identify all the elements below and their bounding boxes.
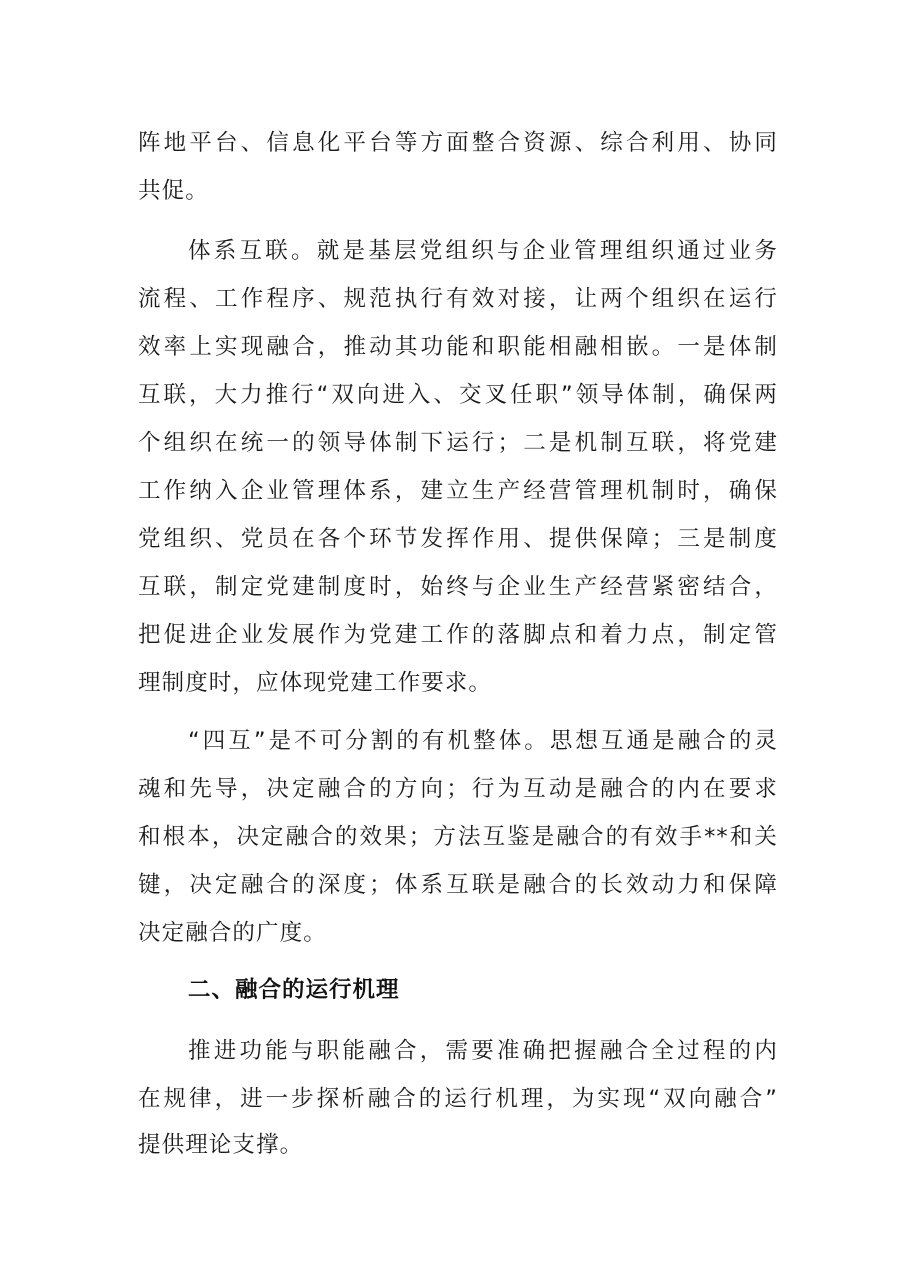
text-line: 理制度时，应体现党建工作要求。 — [138, 670, 493, 696]
text-line: 在规律，进一步探析融合的运行机理，为实现“双向融合” — [138, 1086, 778, 1112]
text-line: 互联，制定党建制度时，始终与企业生产经营紧密结合， — [138, 574, 778, 600]
text-line: 魂和先导，决定融合的方向；行为互动是融合的内在要求 — [138, 776, 778, 802]
text-line: 共促。 — [138, 178, 209, 204]
text-line: 体系互联。就是基层党组织与企业管理组织通过业务 — [188, 238, 778, 264]
text-line: 互联，大力推行“双向进入、交叉任职”领导体制，确保两 — [138, 382, 778, 408]
text-line: 把促进企业发展作为党建工作的落脚点和着力点，制定管 — [138, 622, 778, 648]
text-line: 阵地平台、信息化平台等方面整合资源、综合利用、协同 — [138, 130, 778, 156]
text-line: 键，决定融合的深度；体系互联是融合的长效动力和保障 — [138, 872, 778, 898]
section-heading: 二、融合的运行机理 — [188, 977, 400, 1003]
text-line: 工作纳入企业管理体系，建立生产经营管理机制时，确保 — [138, 478, 778, 504]
text-line: 流程、工作程序、规范执行有效对接，让两个组织在运行 — [138, 286, 778, 312]
text-line: 推进功能与职能融合，需要准确把握融合全过程的内 — [188, 1038, 778, 1064]
text-line: 和根本，决定融合的效果；方法互鉴是融合的有效手**和关 — [138, 824, 778, 850]
text-line: 党组织、党员在各个环节发挥作用、提供保障；三是制度 — [138, 526, 778, 552]
text-line: 决定融合的广度。 — [138, 920, 327, 946]
text-line: 效率上实现融合，推动其功能和职能相融相嵌。一是体制 — [138, 334, 778, 360]
text-line: 个组织在统一的领导体制下运行；二是机制互联，将党建 — [138, 430, 778, 456]
text-line: “四互”是不可分割的有机整体。思想互通是融合的灵 — [188, 728, 778, 754]
text-line: 提供理论支撑。 — [138, 1132, 304, 1158]
